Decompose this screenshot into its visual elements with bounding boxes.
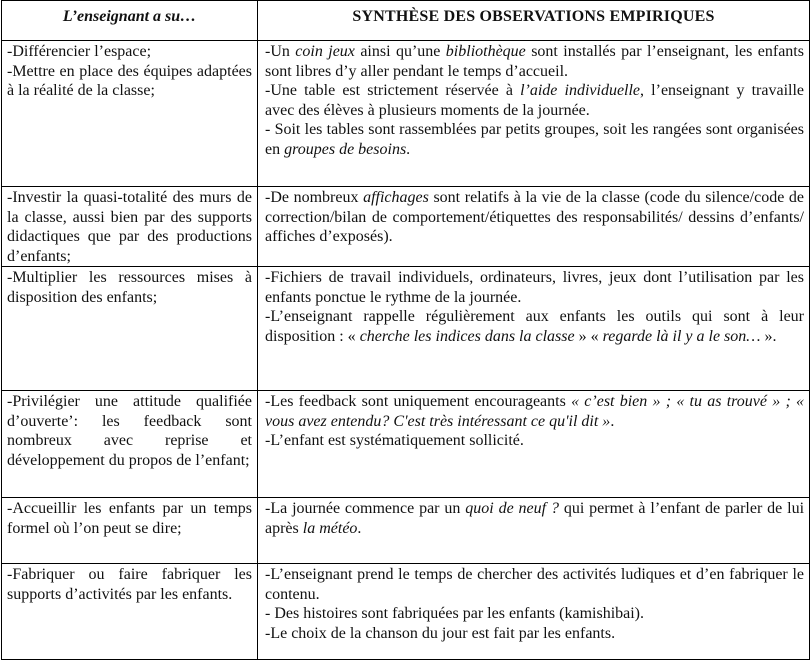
observation-text: - Des histoires sont fabriquées par les enfants (kamishibai). — [265, 605, 645, 622]
teacher-skill-cell — [2, 564, 258, 660]
teacher-skill-cell — [2, 187, 258, 267]
observation-emphasis: bibliothèque — [445, 43, 526, 60]
observation-text: sont installés par l’enseignant, les enfants sont libres d’y aller pendant le temps d’accueil. — [265, 43, 804, 80]
observation-text: , l’enseignant y travaille avec des élèves à plusieurs moments de la journée. — [265, 82, 805, 119]
observation-text: -Une table est strictement réservée à — [265, 82, 521, 99]
teacher-skill-cell — [2, 391, 258, 498]
observation-text: . — [406, 140, 411, 158]
observation-text: - Soit les tables sont rassemblées par petits groupes, soit les rangées sont organisées en — [265, 121, 804, 158]
table-row — [2, 564, 810, 660]
table-row — [2, 41, 810, 187]
observation-text: -De nombreux — [265, 189, 364, 206]
teacher-skill-cell — [2, 267, 258, 391]
observation-paragraph — [265, 604, 804, 624]
observation-cell — [258, 564, 810, 660]
observation-emphasis: groupes de besoins — [284, 140, 407, 158]
observation-text: -Le choix de la chanson du jour est fait par les enfants. — [265, 624, 616, 642]
observation-emphasis: la météo — [302, 519, 358, 537]
observation-paragraph — [265, 565, 804, 604]
teacher-skill-text: -Accueillir les enfants par un temps formel où l’on peut se dire; — [7, 500, 252, 537]
table-row — [2, 187, 810, 267]
observation-paragraph — [265, 188, 804, 247]
observation-emphasis: quoi de neuf ? — [465, 500, 559, 517]
table-row — [2, 391, 810, 498]
observation-paragraph — [265, 392, 804, 431]
observation-text: -L’enseignant prend le temps de chercher des activités ludiques et d’en fabriquer le contenu. — [265, 566, 804, 603]
teacher-skill-cell — [2, 498, 258, 564]
observation-text: qui permet à l’enfant de parler de lui après — [265, 500, 805, 537]
header-row — [2, 1, 810, 41]
observation-paragraph — [265, 307, 804, 346]
observation-emphasis: coin jeux — [295, 43, 355, 60]
observation-text: -Fichiers de travail individuels, ordinateurs, livres, jeux dont l’utilisation par les enfants ponctue le rythme de la journée. — [265, 269, 804, 306]
observation-text: -L’enfant est systématiquement sollicité. — [265, 432, 524, 449]
teacher-skill-text: -Privilégier une attitude qualifiée d’ouverte’: les feedback sont nombreux avec reprise et développement du propos de l’enfant; — [7, 393, 252, 469]
observation-cell — [258, 267, 810, 391]
observation-paragraph — [265, 431, 804, 451]
teacher-skill-cell — [2, 41, 258, 187]
teacher-skill-text: -Différencier l’espace; — [7, 43, 152, 60]
observation-paragraph — [265, 120, 804, 159]
teacher-skill-text: -Multiplier les ressources mises à disposition des enfants; — [7, 269, 252, 306]
observation-text: -L’enseignant rappelle régulièrement aux enfants les outils qui sont à leur disposition : « — [265, 308, 804, 345]
observation-paragraph — [265, 42, 804, 81]
observation-text: -Un — [265, 43, 296, 60]
observations-table — [1, 0, 810, 660]
observation-text: -La journée commence par un — [265, 500, 466, 517]
observation-paragraph — [265, 499, 804, 538]
observation-text: ». — [760, 327, 777, 345]
observation-text: ainsi qu’une — [354, 43, 446, 60]
observation-paragraph — [265, 81, 804, 120]
teacher-skill-text: -Fabriquer ou faire fabriquer les supports d’activités par les enfants. — [7, 566, 252, 603]
teacher-skill-text: -Investir la quasi-totalité des murs de la classe, aussi bien par des supports didactiques que par des productions d’enfants; — [7, 189, 252, 265]
observation-text: sont relatifs à la vie de la classe (code du silence/code de correction/bilan de comportement/étiquettes des responsabilités/ dessins d’enfants/ affiches d’exposés). — [265, 189, 804, 245]
observation-emphasis: l’aide individuelle — [520, 82, 641, 99]
observation-cell — [258, 391, 810, 498]
observation-emphasis: « c’est bien » ; « tu as trouvé » ; « vous avez entendu? C'est très intéressant ce qu'il dit » — [265, 393, 804, 430]
column-header-teacher: L’enseignant a su… — [2, 1, 258, 41]
observation-text: -Les feedback sont uniquement encourageants — [265, 393, 572, 410]
column-header-synthesis: SYNTHÈSE DES OBSERVATIONS EMPIRIQUES — [258, 1, 810, 41]
observation-text: . — [610, 412, 615, 430]
observation-cell — [258, 41, 810, 187]
observation-paragraph — [265, 268, 804, 307]
observation-paragraph — [265, 624, 804, 644]
observation-emphasis: regarde là il y a le son… — [602, 327, 761, 345]
table-row — [2, 267, 810, 391]
table-row — [2, 498, 810, 564]
observation-cell — [258, 498, 810, 564]
observation-emphasis: cherche les indices dans la classe — [359, 327, 575, 345]
teacher-skill-text: -Mettre en place des équipes adaptées à la réalité de la classe; — [7, 62, 252, 99]
observation-text: » « — [574, 327, 603, 345]
observation-emphasis: affichages — [363, 189, 429, 206]
observation-cell — [258, 187, 810, 267]
observation-text: . — [357, 519, 362, 537]
